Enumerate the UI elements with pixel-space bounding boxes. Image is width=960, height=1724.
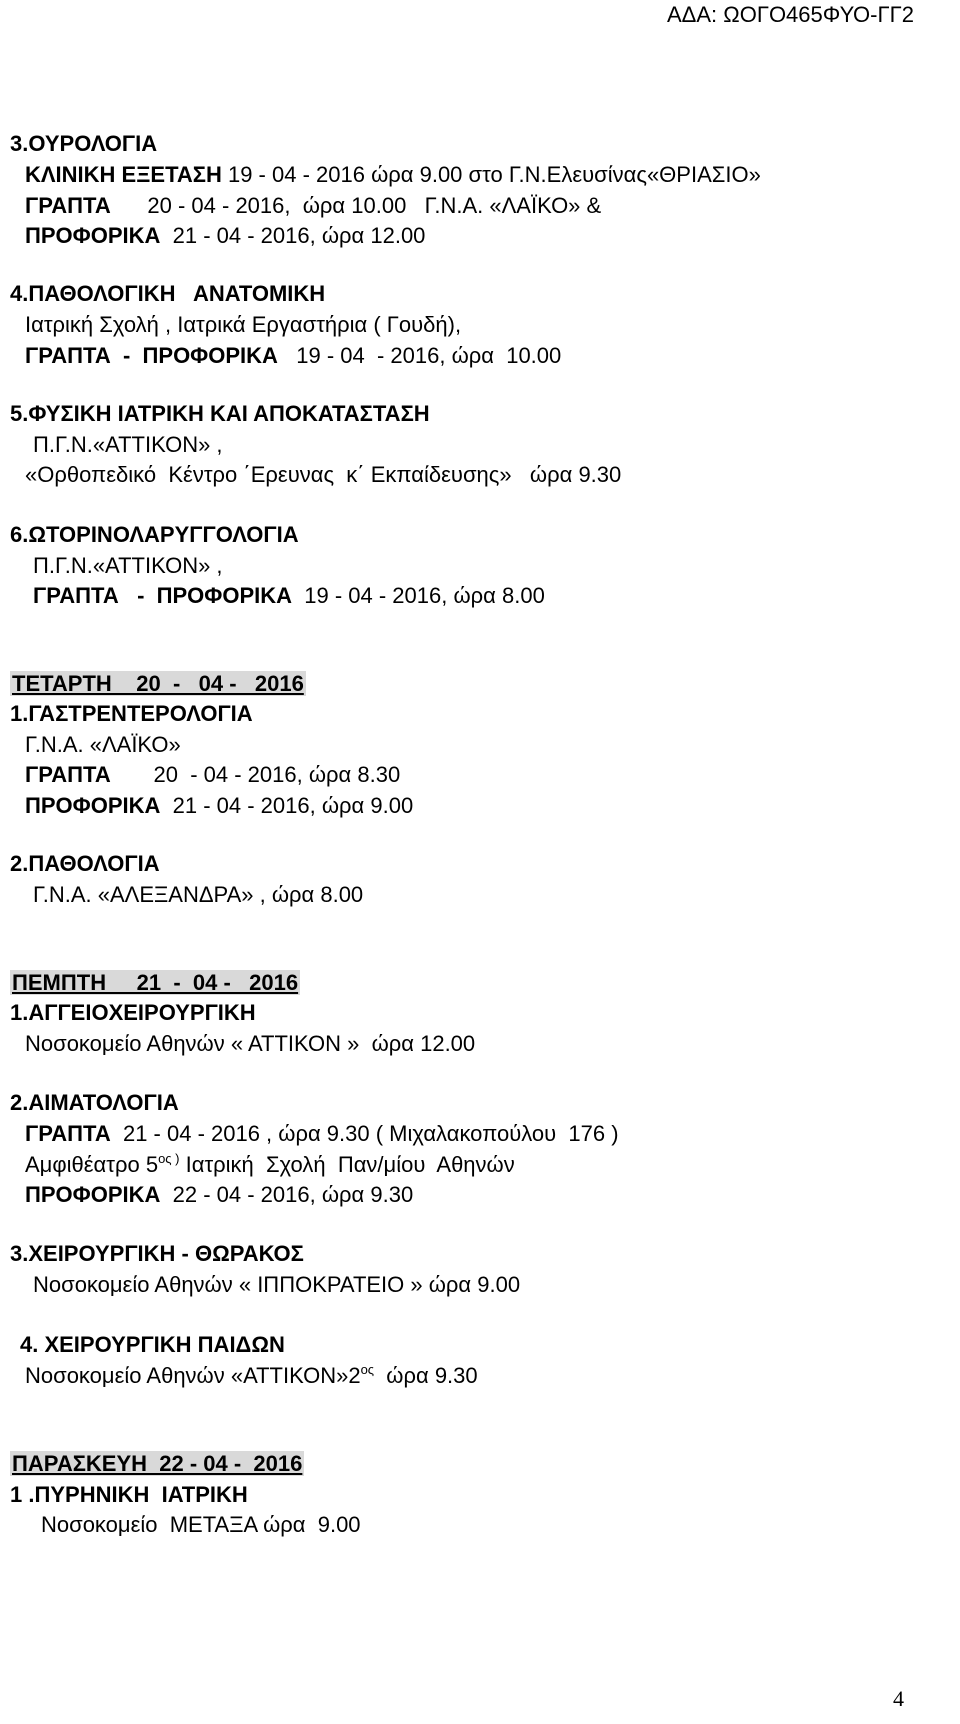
- text: Αμφιθέατρο 5: [25, 1152, 159, 1177]
- internal-medicine-line-1: Γ.Ν.Α. «ΑΛΕΞΑΝΔΡΑ» , ώρα 8.00: [33, 882, 364, 907]
- text: 21 - 04 - 2016, ώρα 9.00: [160, 793, 414, 818]
- section-title-urology: 3.ΟΥΡΟΛΟΓΙΑ: [10, 131, 158, 156]
- ada-code: ΑΔΑ: ΩΟΓΟ465ΦΥΟ-ΓΓ2: [667, 2, 914, 27]
- label: ΓΡΑΠΤΑ: [25, 762, 111, 787]
- text: 19 - 04 - 2016 ώρα 9.00 στο Γ.Ν.Ελευσίνας«ΘΡΙΑΣΙΟ»: [221, 162, 761, 187]
- section-title-vascular-surgery: 1.ΑΓΓΕΙΟΧΕΙΡΟΥΡΓΙΚΗ: [10, 1000, 256, 1025]
- superscript: ος: [360, 1362, 375, 1377]
- text: 19 - 04 - 2016, ώρα 8.00: [292, 583, 545, 608]
- label: ΓΡΑΠΤΑ: [25, 1121, 111, 1146]
- page-number: 4: [893, 1686, 904, 1711]
- physical-medicine-line-2: «Ορθοπεδικό Κέντρο ΄Ερευνας κ΄ Εκπαίδευσης» ώρα 9.30: [25, 462, 622, 487]
- section-title-thoracic-surgery: 3.ΧΕΙΡΟΥΡΓΙΚΗ - ΘΩΡΑΚΟΣ: [10, 1241, 304, 1266]
- pathological-anatomy-line-2: [25, 343, 561, 369]
- day-header-friday: [10, 1451, 304, 1477]
- label: ΓΡΑΠΤΑ: [25, 193, 111, 218]
- label: ΓΡΑΠΤΑ - ΠΡΟΦΟΡΙΚΑ: [33, 583, 293, 608]
- label: ΠΡΟΦΟΡΙΚΑ: [25, 1182, 161, 1207]
- section-title-physical-medicine: 5.ΦΥΣΙΚΗ ΙΑΤΡΙΚΗ ΚΑΙ ΑΠΟΚΑΤΑΣΤΑΣΗ: [10, 401, 430, 426]
- label: ΠΡΟΦΟΡΙΚΑ: [25, 793, 161, 818]
- urology-line-2: [25, 193, 601, 219]
- text: Νοσοκομείο Αθηνών «ΑΤΤΙΚΟΝ»2: [25, 1363, 361, 1388]
- label: ΚΛΙΝΙΚΗ ΕΞΕΤΑΣΗ: [25, 162, 222, 187]
- text: 21 - 04 - 2016, ώρα 12.00: [160, 223, 426, 248]
- label: ΠΡΟΦΟΡΙΚΑ: [25, 223, 161, 248]
- text: ώρα 9.30: [374, 1363, 478, 1388]
- section-title-nuclear-medicine: 1 .ΠΥΡΗΝΙΚΗ ΙΑΤΡΙΚΗ: [10, 1482, 248, 1507]
- text: 19 - 04 - 2016, ώρα 10.00: [277, 343, 562, 368]
- hematology-line-3: [25, 1182, 413, 1208]
- ent-line-2: [33, 583, 545, 609]
- section-title-gastroenterology: 1.ΓΑΣΤΡΕΝΤΕΡΟΛΟΓΙΑ: [10, 701, 253, 726]
- urology-line-3: [25, 223, 425, 249]
- day-header-text: ΤΕΤΑΡΤΗ 20 - 04 - 2016: [12, 671, 304, 696]
- day-header-text: ΠΕΜΠΤΗ 21 - 04 - 2016: [12, 970, 299, 995]
- text: Ιατρική Σχολή Παν/μίου Αθηνών: [179, 1152, 515, 1177]
- text: 21 - 04 - 2016 , ώρα 9.30 ( Μιχαλακοπούλου 176 ): [110, 1121, 619, 1146]
- text: 20 - 04 - 2016, ώρα 10.00 Γ.Ν.Α. «ΛΑΪΚΟ» &: [110, 193, 602, 218]
- text: 22 - 04 - 2016, ώρα 9.30: [160, 1182, 414, 1207]
- gastroenterology-line-2: [25, 762, 400, 788]
- pediatric-surgery-line-1: [25, 1363, 478, 1389]
- day-header-text: ΠΑΡΑΣΚΕΥΗ 22 - 04 - 2016: [12, 1451, 303, 1476]
- urology-line-1: [25, 162, 761, 188]
- physical-medicine-line-1: Π.Γ.Ν.«ΑΤΤΙΚΟΝ» ,: [33, 432, 223, 457]
- thoracic-surgery-line-1: Νοσοκομείο Αθηνών « ΙΠΠΟΚΡΑΤΕΙΟ » ώρα 9.00: [33, 1272, 521, 1297]
- section-title-ent: 6.ΩΤΟΡΙΝΟΛΑΡΥΓΓΟΛΟΓΙΑ: [10, 522, 299, 547]
- vascular-surgery-line-1: Νοσοκομείο Αθηνών « ΑΤΤΙΚΟΝ » ώρα 12.00: [25, 1031, 476, 1056]
- section-title-internal-medicine: 2.ΠΑΘΟΛΟΓΙΑ: [10, 851, 160, 876]
- ent-line-1: Π.Γ.Ν.«ΑΤΤΙΚΟΝ» ,: [33, 553, 223, 578]
- section-title-pathological-anatomy: 4.ΠΑΘΟΛΟΓΙΚΗ ΑΝΑΤΟΜΙΚΗ: [10, 281, 326, 306]
- hematology-line-2: [25, 1152, 515, 1178]
- label: ΓΡΑΠΤΑ - ΠΡΟΦΟΡΙΚΑ: [25, 343, 278, 368]
- section-title-pediatric-surgery: 4. ΧΕΙΡΟΥΡΓΙΚΗ ΠΑΙΔΩΝ: [20, 1332, 285, 1357]
- superscript: ος ): [158, 1151, 180, 1166]
- pathological-anatomy-line-1: Ιατρική Σχολή , Ιατρικά Εργαστήρια ( Γουδή),: [25, 312, 462, 337]
- gastroenterology-line-1: Γ.Ν.Α. «ΛΑΪΚΟ»: [25, 732, 181, 757]
- text: 20 - 04 - 2016, ώρα 8.30: [110, 762, 401, 787]
- gastroenterology-line-3: [25, 793, 413, 819]
- section-title-hematology: 2.ΑΙΜΑΤΟΛΟΓΙΑ: [10, 1090, 179, 1115]
- day-header-thursday: [10, 970, 300, 996]
- nuclear-medicine-line-1: Νοσοκομείο ΜΕΤΑΞΑ ώρα 9.00: [41, 1512, 361, 1537]
- hematology-line-1: [25, 1121, 619, 1147]
- day-header-wednesday: [10, 671, 306, 697]
